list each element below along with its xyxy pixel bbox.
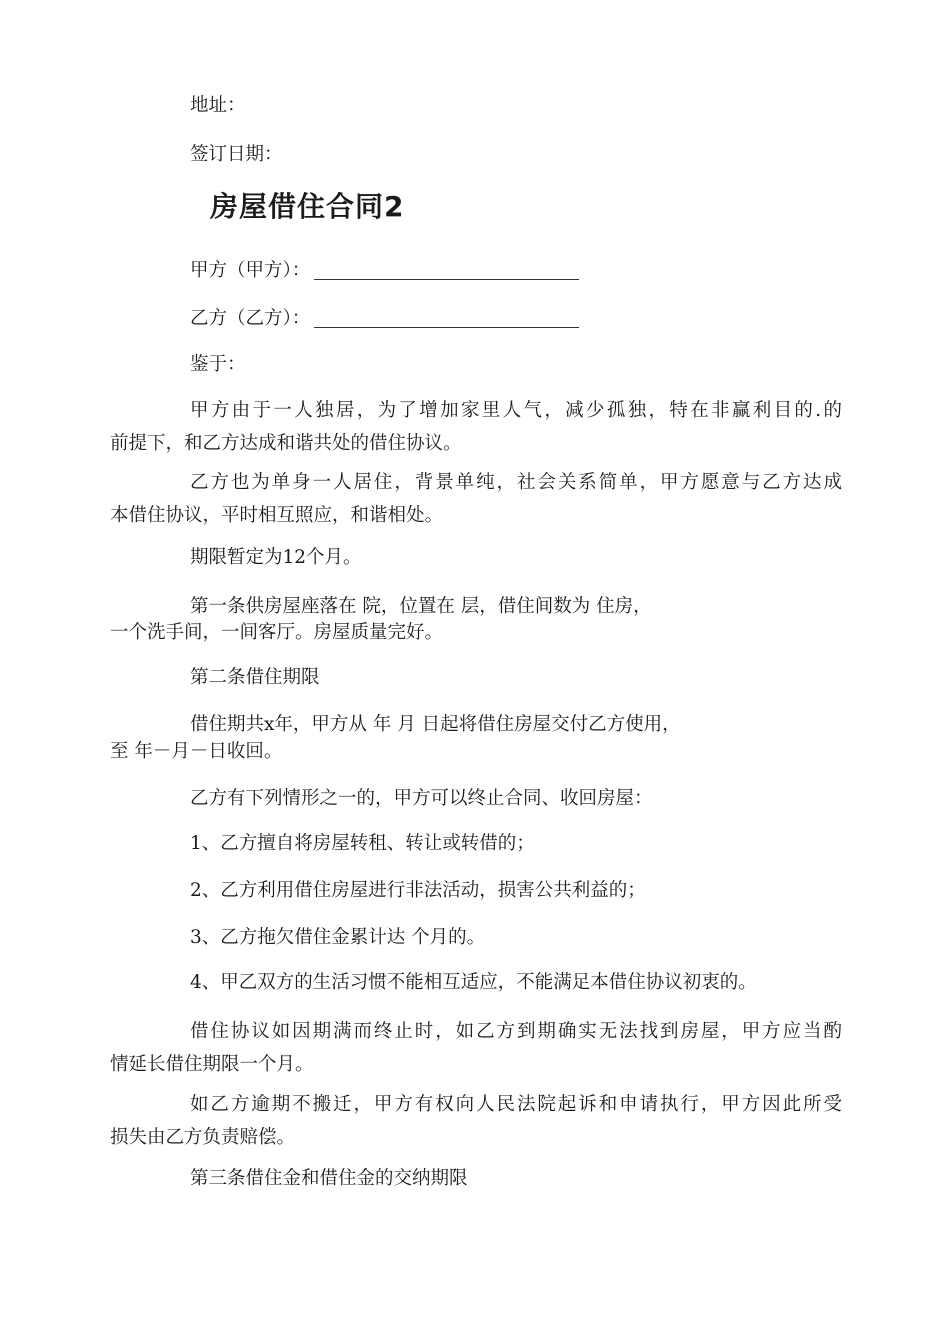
paragraph-4-line-1: 如乙方逾期不搬迁，甲方有权向人民法院起诉和申请执行，甲方因此所受 bbox=[190, 1094, 842, 1115]
party-a-row bbox=[190, 260, 579, 282]
article-1-line-1: 第一条供房屋座落在 院，位置在 层，借住间数为 住房， bbox=[190, 596, 652, 617]
article-3-title: 第三条借住金和借住金的交纳期限 bbox=[190, 1168, 468, 1189]
party-b-label: 乙方（乙方）： bbox=[190, 308, 311, 329]
contract-title: 房屋借住合同2 bbox=[210, 190, 405, 223]
article-2-title: 第二条借住期限 bbox=[190, 667, 320, 688]
party-a-blank bbox=[314, 261, 579, 280]
termination-item-1: 1、乙方擅自将房屋转租、转让或转借的； bbox=[190, 833, 535, 854]
whereas-label: 鉴于： bbox=[190, 354, 246, 375]
paragraph-2-line-1: 乙方也为单身一人居住，背景单纯，社会关系简单，甲方愿意与乙方达成 bbox=[190, 472, 842, 493]
article-2-line-2: 至 年－月－日收回。 bbox=[110, 741, 283, 762]
party-b-row bbox=[190, 308, 579, 330]
address-label: 地址： bbox=[190, 95, 246, 116]
paragraph-2 bbox=[110, 472, 842, 527]
paragraph-4 bbox=[110, 1094, 842, 1149]
paragraph-3-line-2: 情延长借住期限一个月。 bbox=[110, 1054, 314, 1075]
termination-item-3: 3、乙方拖欠借住金累计达 个月的。 bbox=[190, 927, 486, 948]
article-1-line-2: 一个洗手间，一间客厅。房屋质量完好。 bbox=[110, 622, 444, 643]
paragraph-4-line-2: 损失由乙方负责赔偿。 bbox=[110, 1127, 296, 1148]
termination-item-4: 4、甲乙双方的生活习惯不能相互适应，不能满足本借住协议初衷的。 bbox=[190, 972, 757, 993]
paragraph-1-line-1: 甲方由于一人独居，为了增加家里人气，减少孤独，特在非赢利目的.的 bbox=[190, 400, 842, 421]
paragraph-1-line-2: 前提下，和乙方达成和谐共处的借住协议。 bbox=[110, 433, 462, 454]
article-2-line-1: 借住期共x年，甲方从 年 月 日起将借住房屋交付乙方使用， bbox=[190, 714, 681, 735]
termination-item-2: 2、乙方利用借住房屋进行非法活动，损害公共利益的； bbox=[190, 880, 646, 901]
paragraph-1 bbox=[110, 400, 842, 455]
party-a-label: 甲方（甲方）： bbox=[190, 260, 311, 281]
paragraph-3 bbox=[110, 1021, 842, 1076]
party-b-blank bbox=[314, 309, 579, 328]
paragraph-3-line-1: 借住协议如因期满而终止时，如乙方到期确实无法找到房屋，甲方应当酌 bbox=[190, 1021, 842, 1042]
paragraph-2-line-2: 本借住协议，平时相互照应，和谐相处。 bbox=[110, 505, 444, 526]
termination-intro: 乙方有下列情形之一的，甲方可以终止合同、收回房屋： bbox=[190, 788, 653, 809]
sign-date-label: 签订日期： bbox=[190, 144, 283, 165]
term-text: 期限暂定为12个月。 bbox=[190, 547, 362, 568]
